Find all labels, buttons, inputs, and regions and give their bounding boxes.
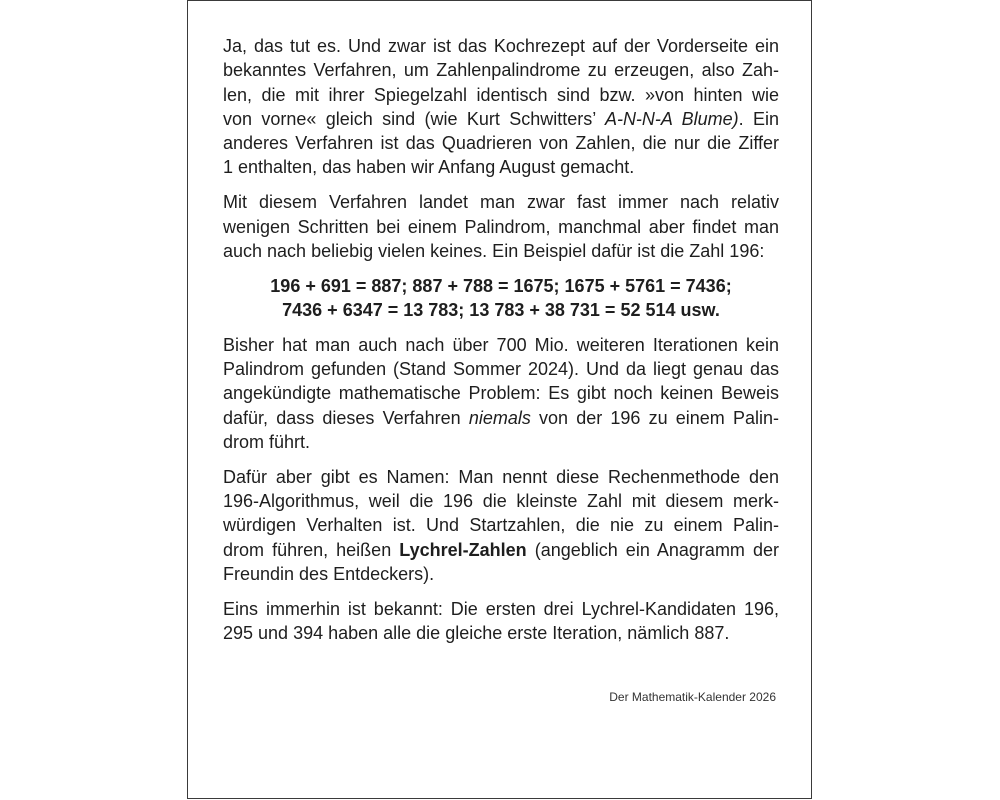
calendar-page <box>187 0 812 799</box>
text-segment: dafür, dass dieses Verfahren <box>223 407 469 428</box>
text-line: würdigen Verhalten ist. Und Startzahlen, die nie zu einem Palin- <box>223 515 779 536</box>
paragraph-intro <box>223 34 779 180</box>
paragraph-conclusion <box>223 597 779 646</box>
text-line: angekündigte mathematische Problem: Es gibt noch keinen Beweis <box>223 383 779 404</box>
text-line <box>223 406 779 430</box>
formula-line: 196 + 691 = 887; 887 + 788 = 1675; 1675 + 5761 = 7436; <box>270 275 732 296</box>
text-line: Freundin des Entdeckers). <box>223 563 435 584</box>
text-line: drom führt. <box>223 431 311 452</box>
paragraph-problem <box>223 333 779 454</box>
text-line: anderes Verfahren ist das Quadrieren von Zahlen, die nur die Ziffer <box>223 133 779 154</box>
text-line: Ja, das tut es. Und zwar ist das Kochrezept auf der Vorderseite ein <box>223 36 779 56</box>
text-line: Dafür aber gibt es Namen: Man nennt diese Rechenmethode den <box>223 466 779 487</box>
artwork-title: A-N-N-A Blume) <box>604 108 739 129</box>
text-line: Palindrom gefunden (Stand Sommer 2024). Und da liegt genau das <box>223 359 779 380</box>
calendar-footer: Der Mathematik-Kalender 2026 <box>609 690 776 704</box>
text-line <box>223 538 779 562</box>
text-line <box>223 107 779 131</box>
paragraph-method <box>223 190 779 263</box>
formula-line: 7436 + 6347 = 13 783; 13 783 + 38 731 = 52 514 usw. <box>282 299 720 320</box>
formula-block <box>223 274 779 323</box>
text-line: Mit diesem Verfahren landet man zwar fast immer nach relativ <box>223 192 779 213</box>
text-segment: (angeblich ein Anagramm der <box>526 539 779 560</box>
text-line: len, die mit ihrer Spiegelzahl identisch sind bzw. »von hinten wie <box>223 84 779 105</box>
text-segment: drom führen, heißen <box>223 539 400 560</box>
text-line: Bisher hat man auch nach über 700 Mio. weiteren Iterationen kein <box>223 334 779 355</box>
text-segment: . Ein <box>738 108 780 129</box>
text-line: 1 enthalten, das haben wir Anfang August gemacht. <box>223 157 635 178</box>
text-line: Eins immerhin ist bekannt: Die ersten drei Lychrel-Kandidaten 196, <box>223 598 779 619</box>
text-segment: von der 196 zu einem Palin- <box>530 407 779 428</box>
paragraph-names <box>223 465 779 586</box>
text-segment: von vorne« gleich sind (wie Kurt Schwitters’ <box>223 108 605 129</box>
term-lychrel-zahlen: Lychrel-Zahlen <box>399 539 527 560</box>
emphasis-text: niemals <box>468 407 531 428</box>
text-line: bekanntes Verfahren, um Zahlenpalindrome zu erzeugen, also Zah- <box>223 60 779 81</box>
text-line: auch nach beliebig vielen keines. Ein Beispiel dafür ist die Zahl 196: <box>223 240 765 261</box>
text-line: 196-Algorithmus, weil die 196 die kleinste Zahl mit diesem merk- <box>223 491 779 512</box>
page-body <box>223 34 779 656</box>
text-line: wenigen Schritten bei einem Palindrom, manchmal aber findet man <box>223 216 779 237</box>
text-line: 295 und 394 haben alle die gleiche erste Iteration, nämlich 887. <box>223 623 730 644</box>
